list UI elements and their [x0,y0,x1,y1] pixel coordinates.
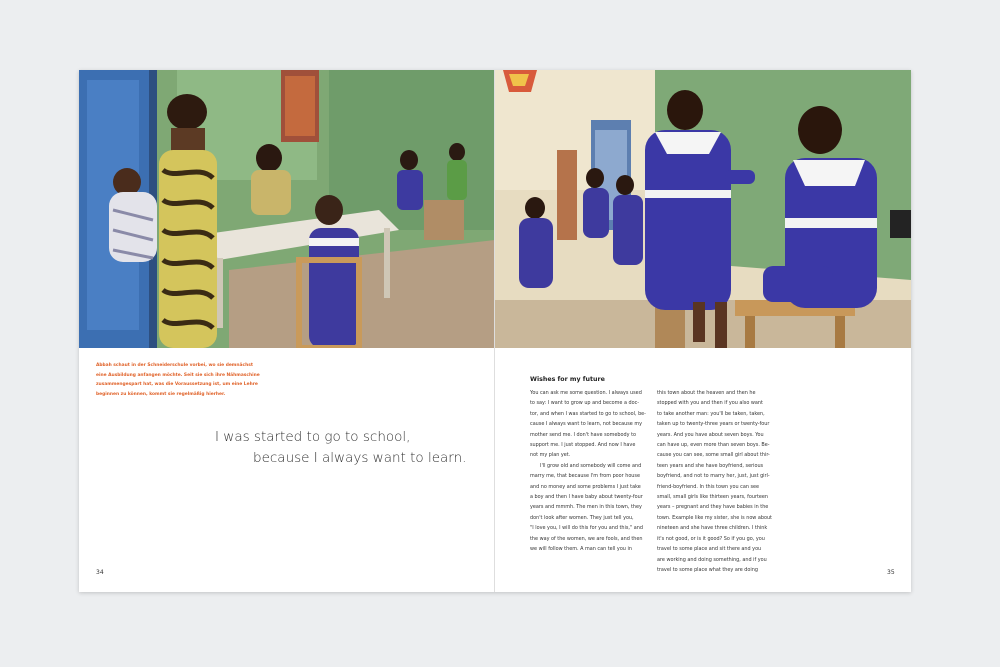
caption-line: beginnen zu können, kommt sie regelmäßig hierher. [96,391,226,397]
text-line: years and mmmh. The men in this town, they [530,504,642,511]
book-spread [79,70,911,592]
caption-line: eine Ausbildung anfangen möchte. Seit sie sich ihre Nähmaschine [96,372,260,378]
text-column-1 [530,388,648,555]
left-page [79,70,495,592]
text-line: boyfriend, and not to marry her, just, just girl- [657,473,770,480]
text-line: it's not good, or is it good? So if you go, you [657,535,765,542]
text-line: stopped with you and then if you also want [657,400,763,407]
text-line: marry me, that because I'm from poor house [530,473,640,480]
photo-seamstresses-in-uniforms [495,70,911,348]
text-line: cause I always want to learn, not because my [530,421,643,428]
text-line: to take another man: you'll be taken, taken, [657,410,765,417]
text-line: mother send me. I don't have somebody to [530,431,636,438]
caption-line: zusammengespart hat, was die Voraussetzung ist, um eine Lehre [96,382,258,388]
pull-quote-line1: I was started to go to school, [215,429,411,445]
text-line: don't look after women. They just tell you, [530,514,634,521]
text-line: town. Example like my sister, she is now about [657,514,772,521]
text-line: a boy and then I have baby about twenty-four [530,494,643,501]
text-line: the way of the women, we are fools, and then [530,535,643,542]
text-line: You can ask me some question. I always used [530,390,642,396]
text-line: years. And you have about seven boys. You [657,431,764,438]
pull-quote [215,427,466,469]
pull-quote-line2: because I always want to learn. [253,450,467,466]
text-line: travel to some place and sit there and you [657,546,762,553]
text-line: to say: I want to grow up and become a doc- [530,400,640,407]
text-line: travel to some place what they are doing [657,566,758,573]
text-line: support me. I just stopped. And now I have [530,442,636,449]
text-line: small, small girls like thirteen years, fourteen [657,494,768,501]
text-line: are working and doing something, and if you [657,556,767,563]
text-line: tor, and when I was started to go to school, be- [530,410,646,417]
text-line: "I love you, I will do this for you and this," and [530,525,643,532]
text-line: years – pregnant and they have babies in the [657,504,769,511]
text-line: this town about the heaven and then he [657,390,756,396]
photo-caption [96,361,296,399]
text-line: friend-boyfriend. In this town you can see [657,483,760,490]
photo-sewing-school-interior [79,70,495,348]
text-line: teen years and she have boyfriend, serious [657,462,764,469]
text-line: can have up, even more than seven boys. Be- [657,442,770,449]
text-line: taken up to twenty-three years or twenty-four [657,421,770,428]
text-line: and no money and some problems I just take [530,483,641,490]
text-line: not my plan yet. [530,452,571,459]
text-line: I'll grow old and somebody will come and [540,462,642,469]
text-line: we will follow them. A man can tell you in [530,546,632,553]
page-number-right: 35 [887,569,895,576]
right-page [495,70,911,592]
page-number-left: 34 [96,569,104,576]
text-line: cause you can see, some small girl about thir- [657,452,770,459]
text-column-2 [657,388,775,575]
section-heading: Wishes for my future [530,376,605,383]
text-line: nineteen and she have three children. I think [657,525,768,532]
caption-line: Abbah schaut in der Schneiderschule vorbei, wo sie demnächst [96,363,253,368]
